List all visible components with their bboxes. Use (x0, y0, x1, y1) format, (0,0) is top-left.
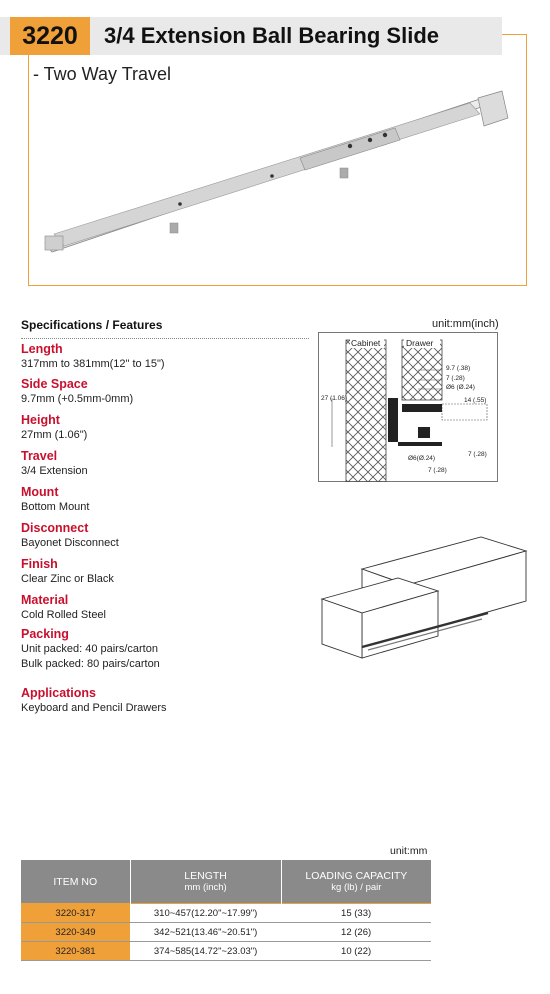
header-loading-capacity: LOADING CAPACITY kg (lb) / pair (281, 860, 431, 904)
subtitle: - Two Way Travel (33, 64, 172, 84)
spec-value: 9.7mm (+0.5mm-0mm) (21, 393, 134, 405)
cell-item-no: 3220-349 (21, 923, 130, 942)
spec-label: Height (21, 413, 60, 427)
spec-label: Mount (21, 485, 59, 499)
table-unit: unit:mm (390, 845, 428, 857)
spec-label: Travel (21, 449, 58, 463)
dim-label: 27 (1.06) (321, 395, 348, 402)
spec-value: 317mm to 381mm(12" to 15") (21, 358, 165, 370)
dim-label: Ø6 (Ø.24) (446, 384, 475, 391)
spec-value: Bayonet Disconnect (21, 537, 119, 549)
cabinet-label: Cabinet (351, 338, 381, 348)
page-title: 3/4 Extension Ball Bearing Slide (104, 23, 439, 48)
spec-label: Side Space (21, 377, 88, 391)
diagram-unit: unit:mm(inch) (432, 318, 499, 330)
table-row (21, 904, 431, 923)
spec-value: 27mm (1.06") (21, 429, 88, 441)
table-row (21, 942, 431, 961)
spec-label: Material (21, 593, 69, 607)
drawer-installation-drawing (318, 533, 528, 668)
spec-finish (21, 556, 321, 587)
spec-height (21, 412, 321, 443)
drawer-label: Drawer (406, 338, 434, 348)
spec-value: Cold Rolled Steel (21, 609, 106, 621)
cell-item-no: 3220-317 (21, 904, 130, 923)
dim-label: 9.7 (.38) (446, 365, 471, 372)
spec-label: Applications (21, 686, 97, 700)
dim-label: 7 (.28) (446, 375, 465, 382)
spec-side-space (21, 376, 321, 407)
specs-heading: Specifications / Features (21, 318, 163, 332)
spec-value: 3/4 Extension (21, 465, 88, 477)
header-length: LENGTH mm (inch) (130, 860, 281, 904)
cell-load: 10 (22) (281, 942, 431, 961)
header-item-no: ITEM NO (21, 860, 130, 904)
cross-section-diagram (318, 332, 498, 482)
model-number: 3220 (10, 17, 90, 55)
spec-label: Packing (21, 627, 69, 641)
spec-label: Length (21, 342, 63, 356)
cell-length: 342~521(13.46"~20.51") (130, 923, 281, 942)
spec-packing (21, 626, 321, 672)
spec-disconnect (21, 520, 321, 551)
spec-value: Clear Zinc or Black (21, 573, 114, 585)
cell-item-no: 3220-381 (21, 942, 130, 961)
cell-length: 374~585(14.72"~23.03") (130, 942, 281, 961)
table-row (21, 923, 431, 942)
model-table (21, 860, 431, 961)
spec-label: Disconnect (21, 521, 89, 535)
cell-load: 15 (33) (281, 904, 431, 923)
spec-travel (21, 448, 321, 479)
dim-label: 7 (.28) (468, 451, 487, 458)
spec-applications (21, 685, 321, 716)
spec-value: Keyboard and Pencil Drawers (21, 702, 167, 714)
dim-label: 14 (.55) (464, 397, 487, 404)
spec-value: Unit packed: 40 pairs/carton (21, 643, 158, 655)
dim-label: Ø6(Ø.24) (408, 455, 436, 462)
spec-material (21, 592, 321, 623)
dim-label: 7 (.28) (428, 467, 447, 474)
spec-value: Bottom Mount (21, 501, 90, 513)
spec-label: Finish (21, 557, 58, 571)
spec-mount (21, 484, 321, 515)
cell-length: 310~457(12.20"~17.99") (130, 904, 281, 923)
slide-product-image (40, 88, 510, 263)
spec-length (21, 341, 321, 372)
cell-load: 12 (26) (281, 923, 431, 942)
divider (21, 338, 309, 339)
spec-value: Bulk packed: 80 pairs/carton (21, 658, 160, 670)
